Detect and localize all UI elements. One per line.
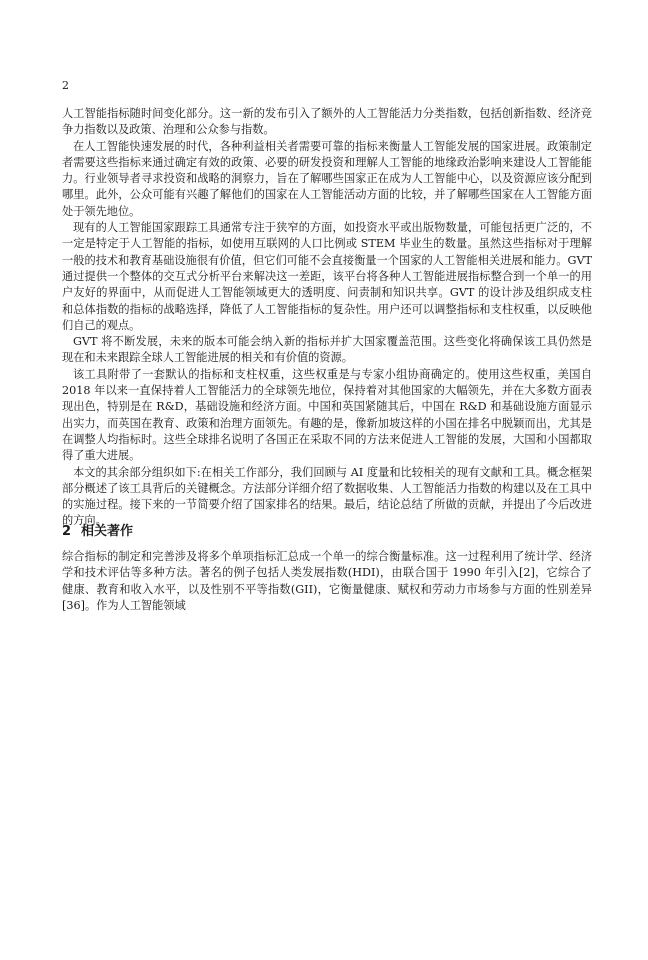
paragraph-related-work: 综合指标的制定和完善涉及将多个单项指标汇总成一个单一的综合衡量标准。这一过程利用了统计学、经济学和技术评估等多种方法。著名的例子包括人类发展指数(HDI)，由联合国于 1990 年引入[2]，它综合了健康、教育和收入水平，以及性别不平等指数(GII)，它衡量健康、赋权和劳动力市场参与方面的性别差异[36]。作为人工智能领域 bbox=[62, 550, 592, 612]
section-title: 相关著作 bbox=[81, 524, 134, 539]
section-body bbox=[62, 549, 592, 614]
body-text bbox=[62, 106, 592, 530]
paragraph-gvt-evolution: GVT 将不断发展，未来的版本可能会纳入新的指标并扩大国家覆盖范围。这些变化将确保该工具仍然是现在和未来跟踪全球人工智能进展的相关和有价值的资源。 bbox=[62, 335, 592, 365]
page-number: 2 bbox=[62, 79, 69, 92]
section-number: 2 bbox=[62, 524, 72, 539]
paragraph-default-weights: 该工具附带了一套默认的指标和支柱权重，这些权重是与专家小组协商确定的。使用这些权重，美国自 2018 年以来一直保持着人工智能活力的全球领先地位，保持着对其他国家的大幅领先，并在大多数方面表现出色，特别是在 R&D，基础设施和经济方面。中国和英国紧随其后，中国在 R&D 和基础设施方面显示出实力，而英国在教育、政策和治理方面领先。有趣的是，像新加坡这样的小国在排名中脱颖而出，尤其是在调整人均指标时。这些全球排名说明了各国正在采取不同的方法来促进人工智能的发展，大国和小国都取得了重大进展。 bbox=[62, 367, 592, 463]
paragraph-stakeholders: 在人工智能快速发展的时代，各种利益相关者需要可靠的指标来衡量人工智能发展的国家进展。政策制定者需要这些指标来通过确定有效的政策、必要的研发投资和理解人工智能的地缘政治影响来建设人工智能能力。行业领导者寻求投资和战略的洞察力，旨在了解哪些国家正在成为人工智能中心，以及资源应该分配到哪里。此外，公众可能有兴趣了解他们的国家在人工智能活动方面的比较，并了解哪些国家在人工智能方面处于领先地位。 bbox=[62, 139, 592, 218]
paragraph-existing-tools: 现有的人工智能国家跟踪工具通常专注于狭窄的方面，如投资水平或出版物数量，可能包括更广泛的，不一定是特定于人工智能的指标，如使用互联网的人口比例或 STEM 毕业生的数量。虽然这些指标对于理解一般的技术和教育基础设施很有价值，但它们可能不会直接衡量一个国家的人工智能相关进展和能力。GVT 通过提供一个整体的交互式分析平台来解决这一差距，该平台将各种人工智能进展指标整合到一个单一的用户友好的界面中，从而促进人工智能领域更大的透明度、问责制和知识共享。GVT 的设计涉及组织成支柱和总体指数的指标的战略选择，降低了人工智能指标的复杂性。用户还可以调整指标和支柱权重，以反映他们自己的观点。 bbox=[62, 221, 592, 332]
paragraph-continuation: 人工智能指标随时间变化部分。这一新的发布引入了额外的人工智能活力分类指数，包括创新指数、经济竞争力指数以及政策、治理和公众参与指数。 bbox=[62, 107, 592, 137]
paragraph-organization: 本文的其余部分组织如下:在相关工作部分，我们回顾与 AI 度量和比较相关的现有文献和工具。概念框架部分概述了该工具背后的关键概念。方法部分详细介绍了数据收集、人工智能活力指数的构建以及在工具中的实施过程。接下来的一节简要介绍了国家排名的结果。最后，结论总结了所做的贡献，并提出了今后改进的方向。 bbox=[62, 465, 592, 528]
section-heading bbox=[62, 523, 592, 541]
